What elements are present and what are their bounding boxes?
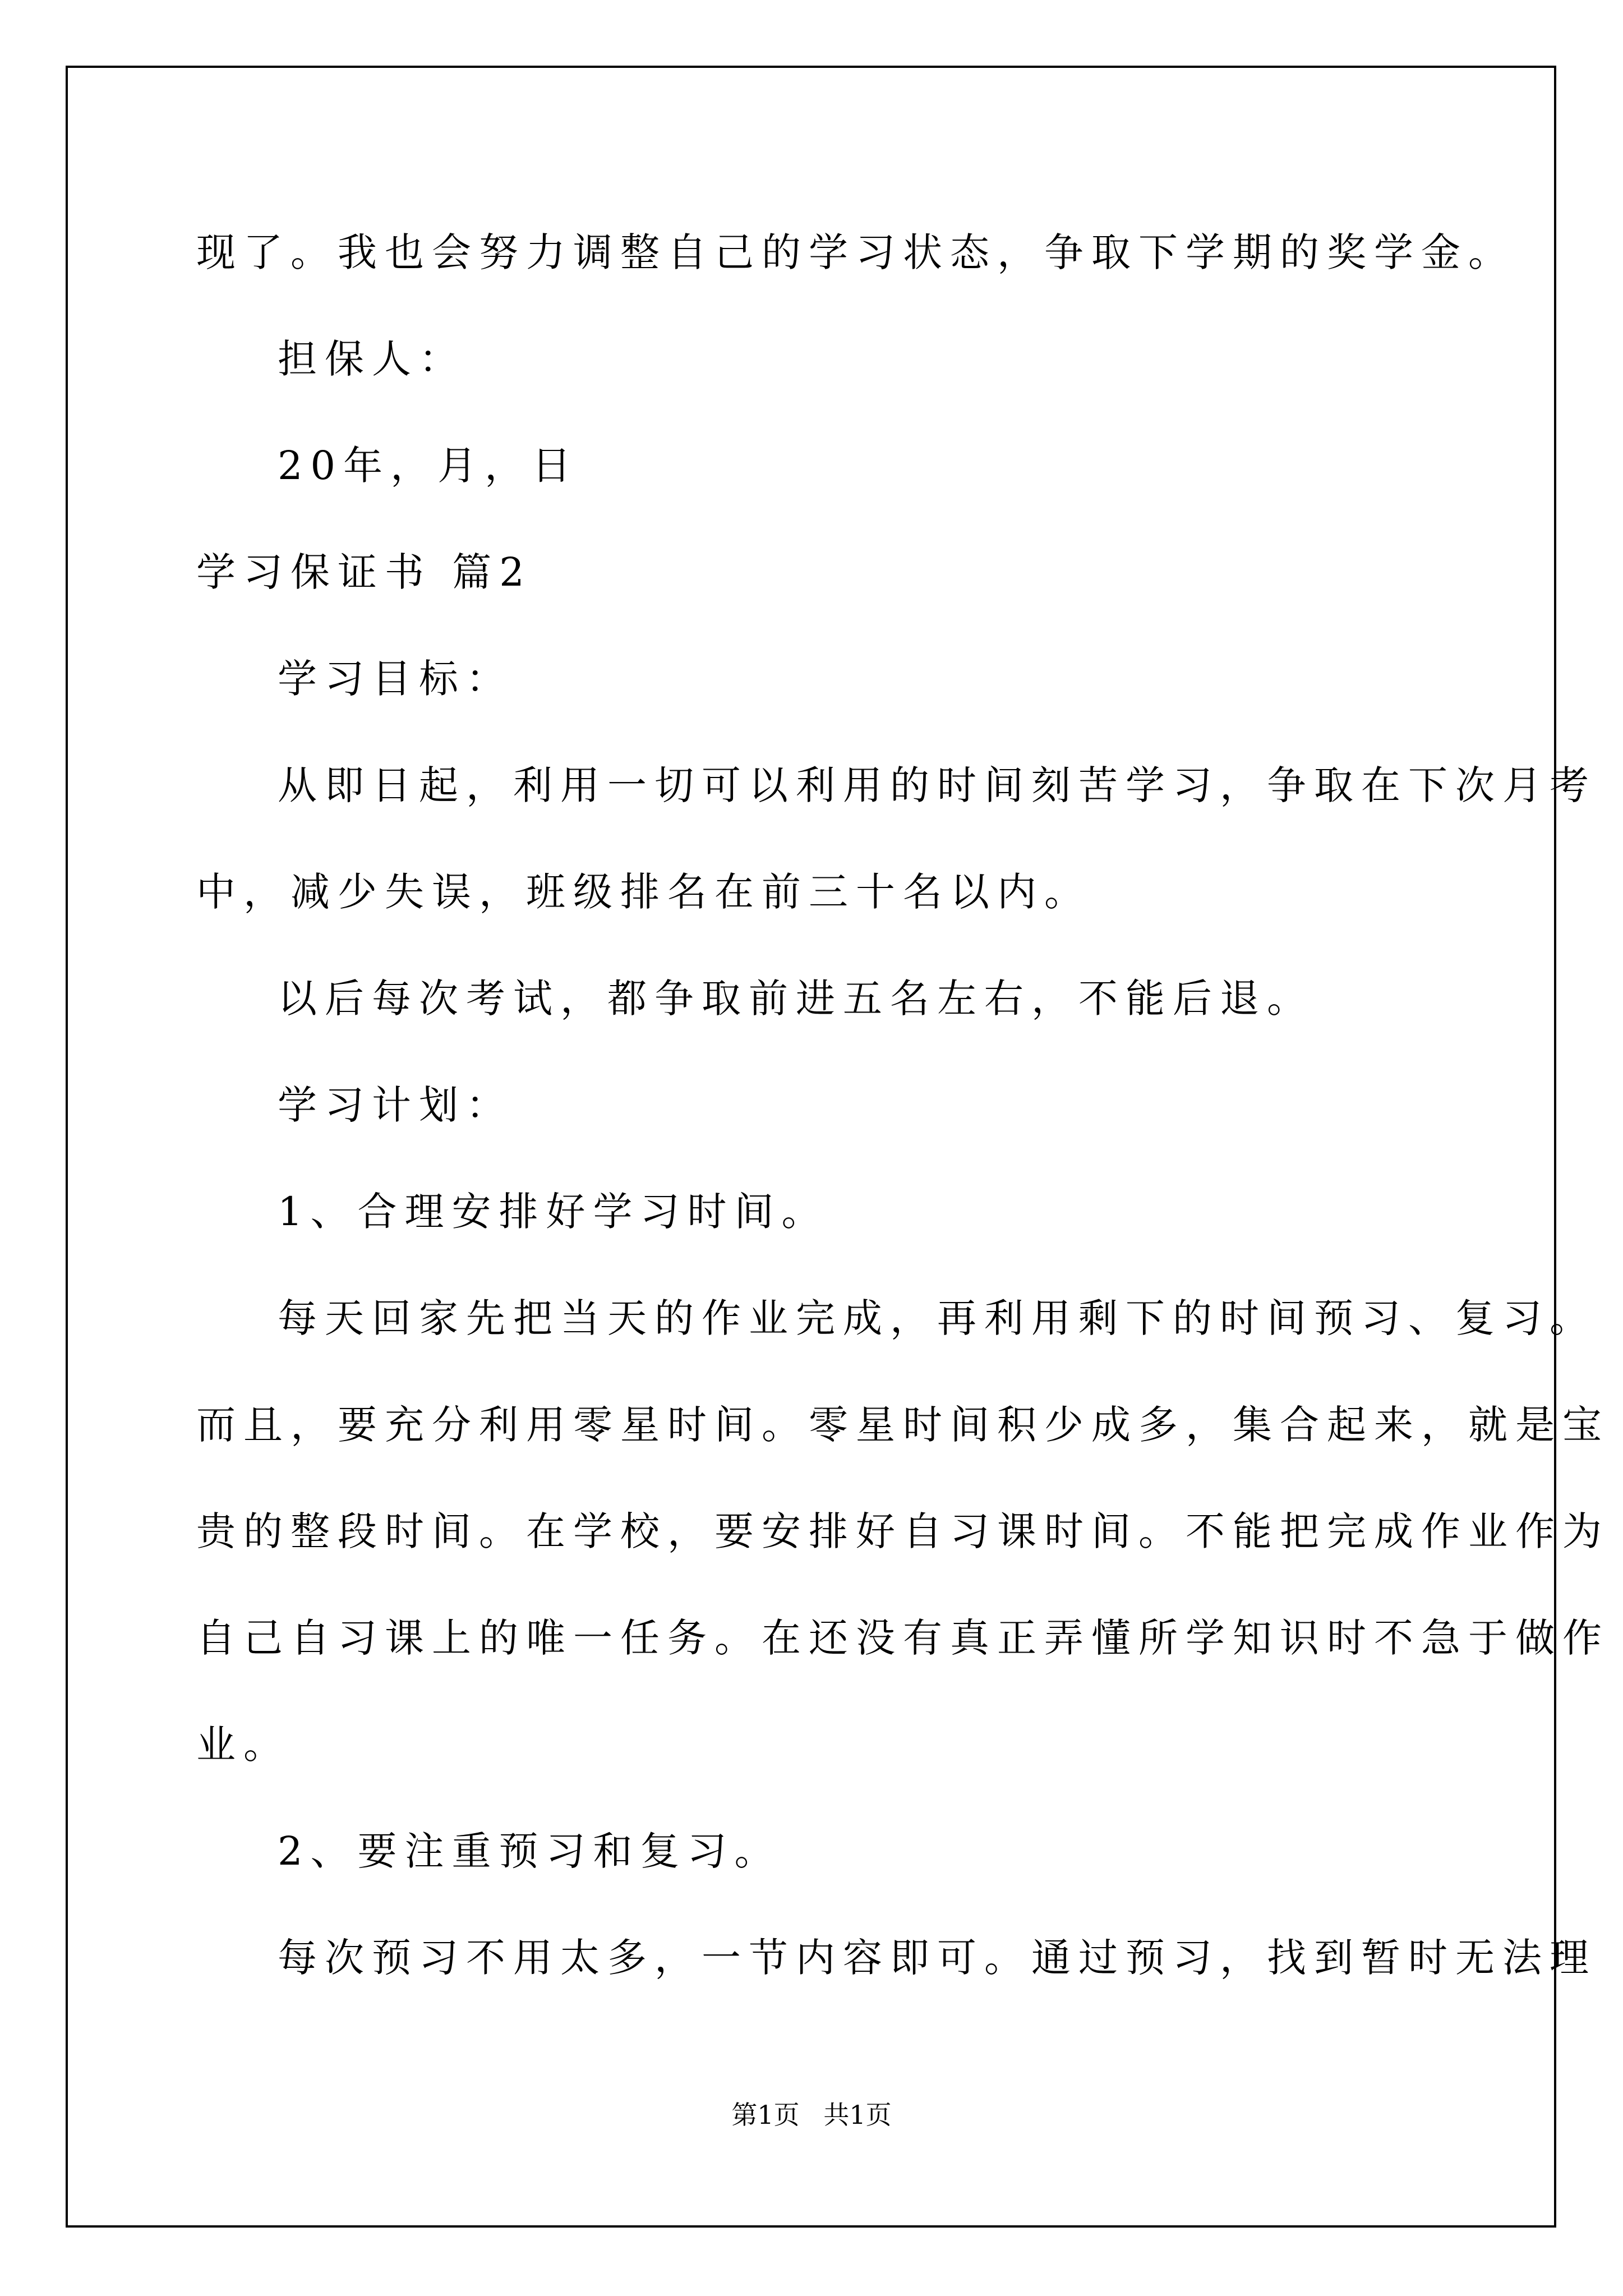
text-line: 担保人： <box>278 336 466 382</box>
text-line: 中，减少失误，班级排名在前三十名以内。 <box>196 869 1091 915</box>
text-line: 贵的整段时间。在学校，要安排好自习课时间。不能把完成作业作为 <box>196 1508 1610 1554</box>
text-line: 业。 <box>196 1722 291 1768</box>
page-border <box>66 66 1556 2228</box>
text-line: 而且，要充分利用零星时间。零星时间积少成多，集合起来，就是宝 <box>196 1402 1610 1448</box>
text-line: 20年，月，日 <box>278 443 579 489</box>
page-total: 共1页 <box>823 2100 892 2130</box>
text-line: 现了。我也会努力调整自己的学习状态，争取下学期的奖学金。 <box>196 229 1515 275</box>
page-number: 第1页 <box>731 2100 800 2130</box>
text-line: 1、合理安排好学习时间。 <box>278 1189 829 1235</box>
page-footer <box>0 2098 1623 2132</box>
text-line: 以后每次考试，都争取前进五名左右，不能后退。 <box>278 976 1314 1022</box>
text-line: 学习目标： <box>278 656 513 702</box>
text-line: 每天回家先把当天的作业完成，再利用剩下的时间预习、复习。 <box>278 1295 1597 1341</box>
text-line: 学习计划： <box>278 1082 513 1128</box>
text-line: 自己自习课上的唯一任务。在还没有真正弄懂所学知识时不急于做作 <box>196 1615 1610 1661</box>
text-line: 2、要注重预习和复习。 <box>278 1828 782 1874</box>
text-line: 从即日起，利用一切可以利用的时间刻苦学习，争取在下次月考 <box>278 762 1597 808</box>
text-line: 每次预习不用太多，一节内容即可。通过预习，找到暂时无法理 <box>278 1935 1597 1981</box>
section-heading: 学习保证书 篇2 <box>196 549 532 595</box>
